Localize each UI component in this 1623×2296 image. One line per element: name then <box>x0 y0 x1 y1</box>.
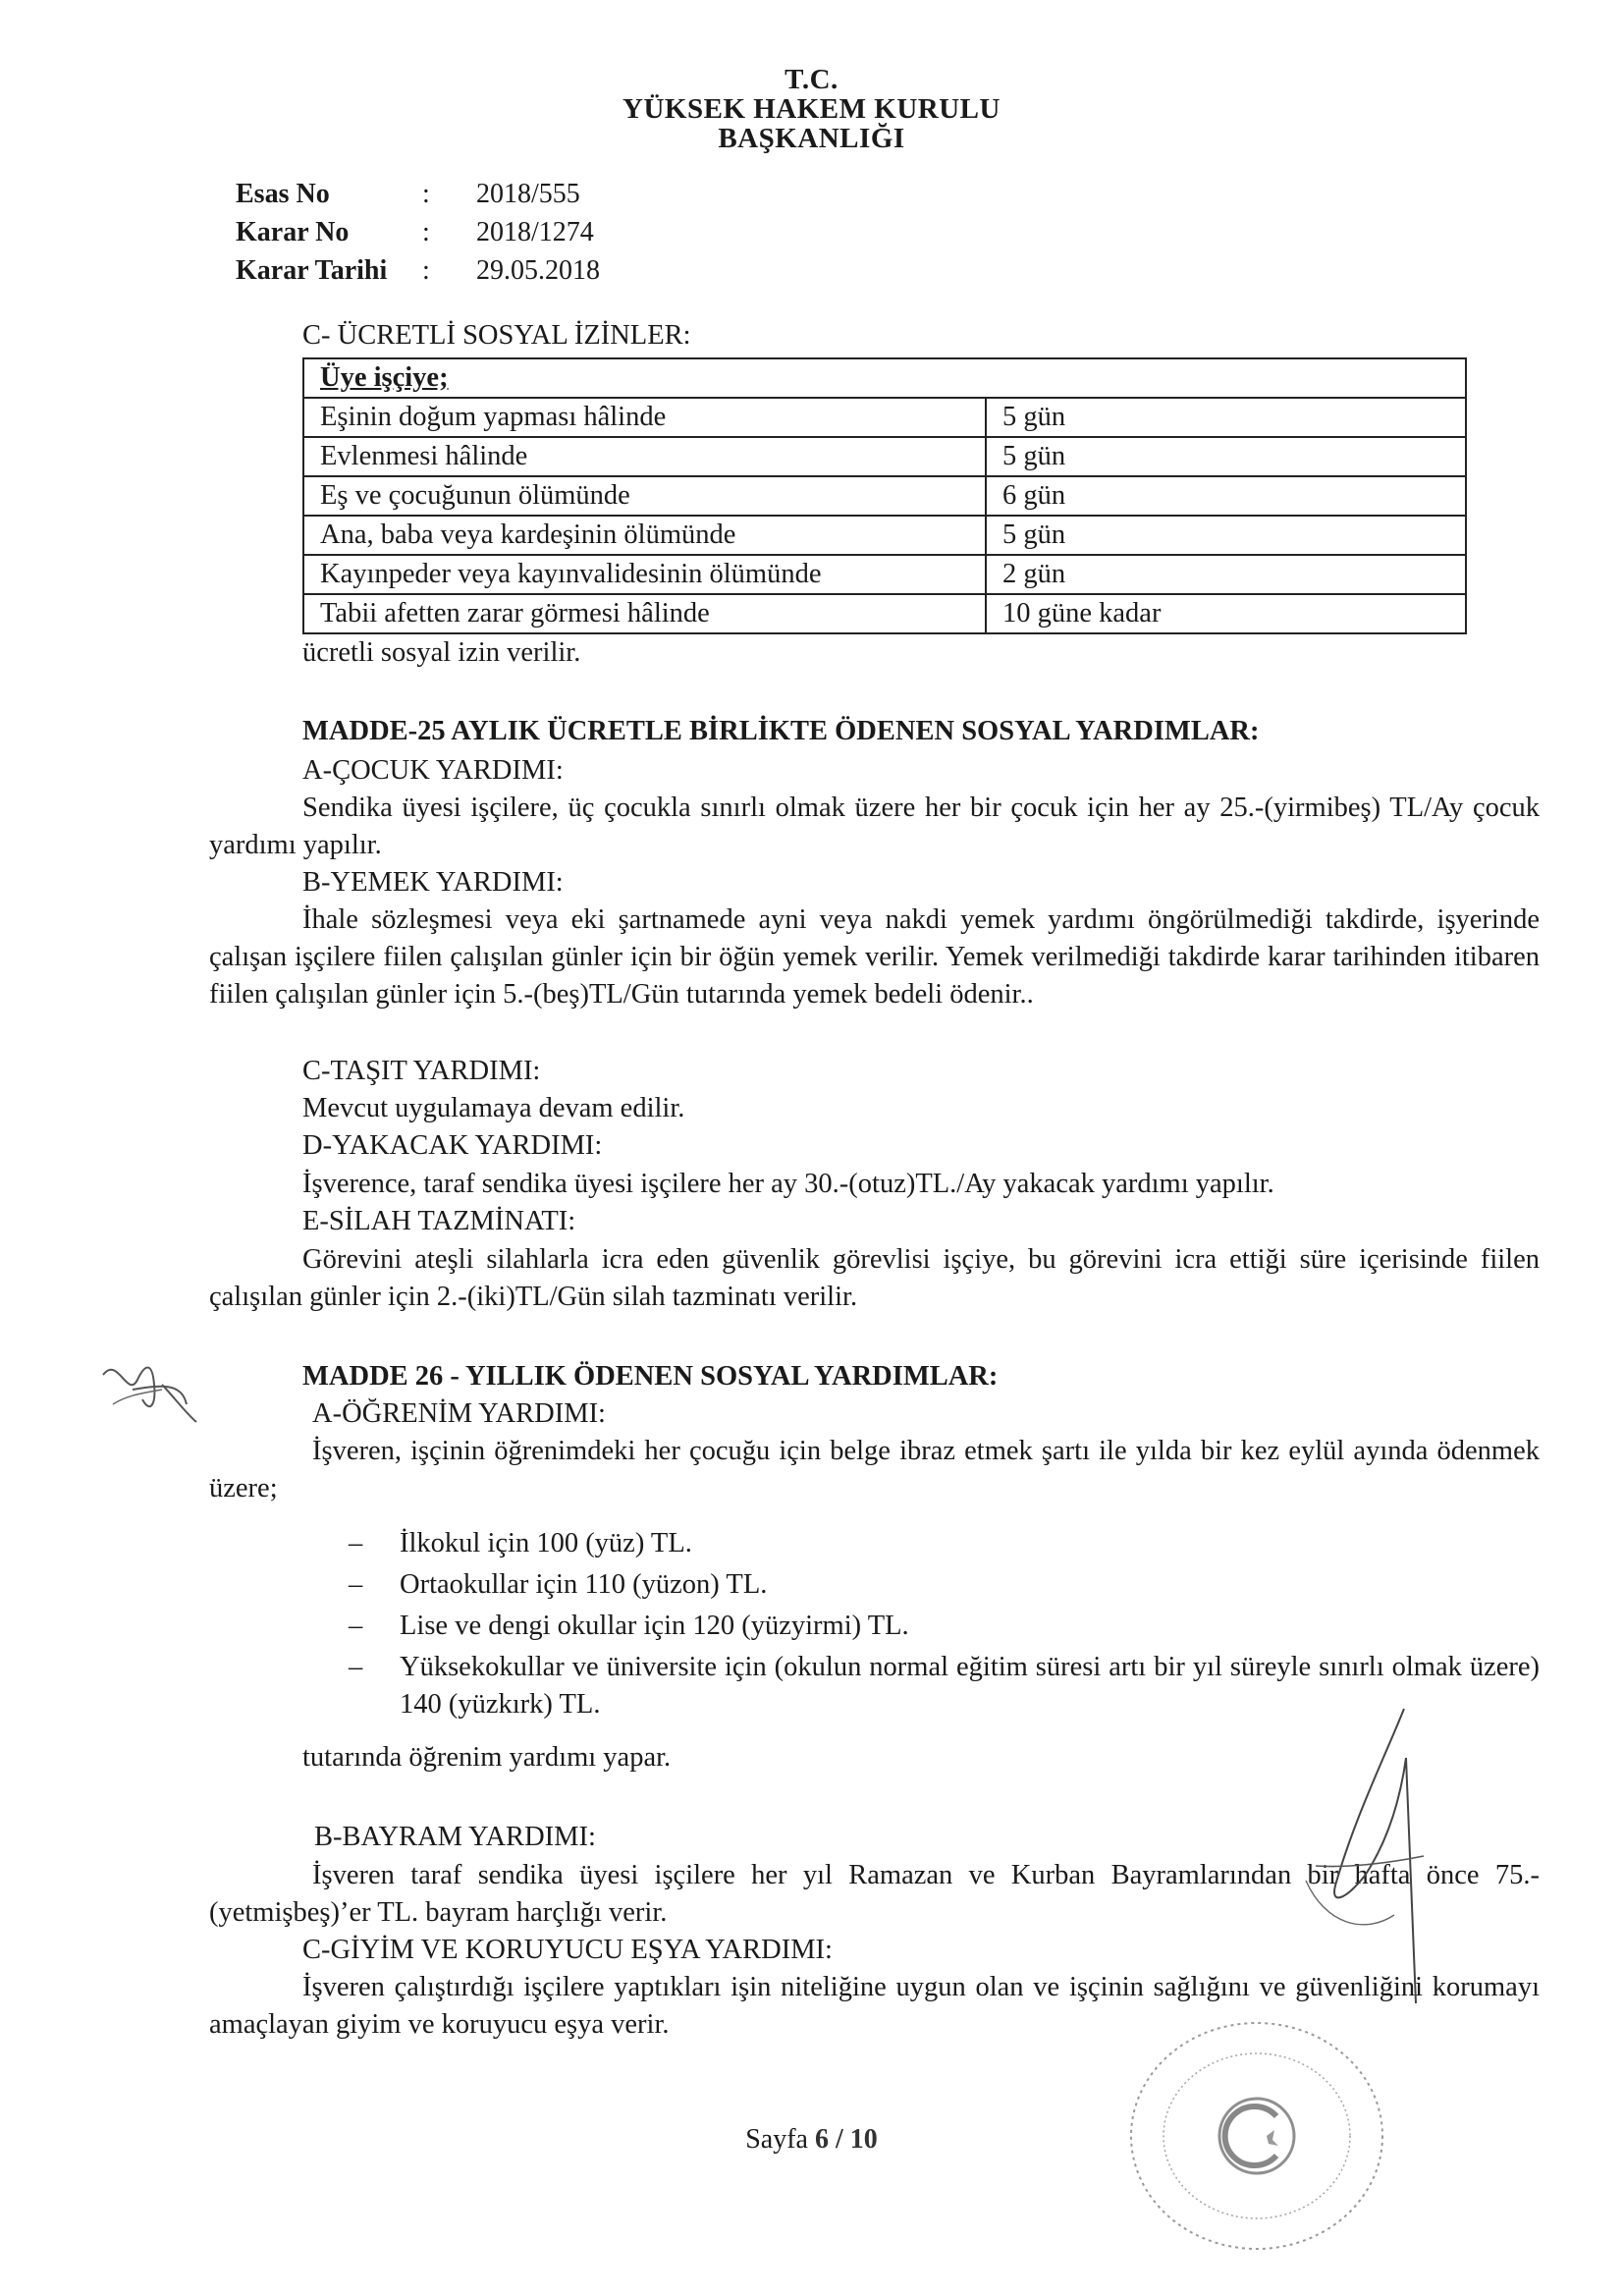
page-word: Sayfa <box>745 2124 808 2155</box>
madde25-a-title: A-ÇOCUK YARDIMI: <box>302 755 564 786</box>
madde26-title: MADDE 26 - YILLIK ÖDENEN SOSYAL YARDIMLAR: <box>302 1361 999 1392</box>
leave-event: Eş ve çocuğunun ölümünde <box>303 476 986 516</box>
madde26-a-text: İşveren, işçinin öğrenimdeki her çocuğu için belge ibraz etmek şartı ile yılda bir kez eylül ayında ödenmek üzere; <box>209 1436 1540 1503</box>
madde26-a-title: A-ÖĞRENİM YARDIMI: <box>312 1398 606 1429</box>
leave-days: 5 gün <box>986 437 1466 476</box>
list-item <box>349 1608 1540 1649</box>
karar-no-value: 2018/1274 <box>476 217 594 247</box>
bullet-dash: – <box>349 1652 363 1682</box>
madde26-a-footer: tutarında öğrenim yardımı yapar. <box>302 1742 672 1773</box>
esas-no-separator: : <box>422 179 430 209</box>
case-metadata <box>236 175 600 290</box>
bullet-dash: – <box>349 1611 363 1641</box>
page-separator: / <box>835 2124 843 2155</box>
esas-no-label: Esas No <box>236 179 330 209</box>
madde26-b-text: İşveren taraf sendika üyesi işçilere her yıl Ramazan ve Kurban Bayramlarından bir hafta önce 75.-(yetmişbeş)’er TL. bayram harçlığı verir. <box>209 1860 1540 1928</box>
esas-no-row <box>236 175 600 213</box>
esas-no-value: 2018/555 <box>476 179 580 209</box>
list-item <box>349 1525 1540 1566</box>
karar-no-row <box>236 213 600 251</box>
page-total: 10 <box>849 2124 878 2155</box>
madde25-e-title: E-SİLAH TAZMİNATI: <box>302 1206 576 1236</box>
leave-days: 2 gün <box>986 555 1466 594</box>
table-row <box>303 555 1466 594</box>
handwritten-initials <box>93 1345 211 1424</box>
table-row <box>303 516 1466 555</box>
leave-days: 6 gün <box>986 476 1466 516</box>
karar-no-label: Karar No <box>236 217 350 247</box>
karar-tarihi-value: 29.05.2018 <box>476 255 600 286</box>
section-c-title: C- ÜCRETLİ SOSYAL İZİNLER: <box>302 320 691 351</box>
leave-days: 5 gün <box>986 398 1466 437</box>
list-item-text: Ortaokullar için 110 (yüzon) TL. <box>400 1569 768 1600</box>
madde25-d-title: D-YAKACAK YARDIMI: <box>302 1130 603 1161</box>
leave-event: Tabii afetten zarar görmesi hâlinde <box>303 594 986 633</box>
karar-tarihi-separator: : <box>422 255 430 286</box>
leave-table <box>302 357 1467 634</box>
header-tc: T.C. <box>784 64 839 95</box>
madde25-e-text: Görevini ateşli silahlarla icra eden güvenlik görevlisi işçiye, bu görevini icra ettiği süre içerisinde fiilen çalışılan günler için 2.-(iki)TL/Gün silah tazminatı verilir. <box>209 1244 1540 1312</box>
karar-no-separator: : <box>422 217 430 247</box>
leave-event: Kayınpeder veya kayınvalidesinin ölümünde <box>303 555 986 594</box>
bullet-dash: – <box>349 1528 363 1558</box>
header-department: BAŞKANLIĞI <box>718 123 905 154</box>
madde25-title: MADDE-25 AYLIK ÜCRETLE BİRLİKTE ÖDENEN SOSYAL YARDIMLAR: <box>302 716 1260 746</box>
leave-event: Ana, baba veya kardeşinin ölümünde <box>303 516 986 555</box>
list-item-text: Yüksekokullar ve üniversite için (okulun normal eğitim süresi artı bir yıl süreyle sınırlı olmak üzere) 140 (yüzkırk) TL. <box>400 1652 1540 1720</box>
page-current: 6 <box>814 2124 829 2155</box>
table-row <box>303 594 1466 633</box>
table-row <box>303 398 1466 437</box>
madde25-d-text: İşverence, taraf sendika üyesi işçilere her ay 30.-(otuz)TL./Ay yakacak yardımı yapılır. <box>302 1169 1274 1199</box>
bullet-dash: – <box>349 1569 363 1600</box>
header-institution: YÜKSEK HAKEM KURULU <box>622 93 1001 125</box>
madde25-c-title: C-TAŞIT YARDIMI: <box>302 1056 541 1086</box>
table-row <box>303 437 1466 476</box>
table-header: Üye işçiye; <box>303 358 1466 398</box>
table-header-row <box>303 358 1466 398</box>
leave-days: 10 güne kadar <box>986 594 1466 633</box>
list-item-text: Lise ve dengi okullar için 120 (yüzyirmi) TL. <box>400 1611 909 1641</box>
document-header <box>0 65 1623 153</box>
madde25-c-text: Mevcut uygulamaya devam edilir. <box>302 1093 685 1123</box>
table-row <box>303 476 1466 516</box>
leave-days: 5 gün <box>986 516 1466 555</box>
leave-event: Eşinin doğum yapması hâlinde <box>303 398 986 437</box>
madde26-c-text: İşveren çalıştırdığı işçilere yaptıkları işin niteliğine uygun olan ve işçinin sağlığını ve güvenliğini korumayı amaçlayan giyim ve koruyucu eşya verir. <box>209 1972 1540 2040</box>
official-stamp <box>1119 2013 1394 2259</box>
leave-event: Evlenmesi hâlinde <box>303 437 986 476</box>
madde25-a-text: Sendika üyesi işçilere, üç çocukla sınırlı olmak üzere her bir çocuk için her ay 25.-(yirmibeş) TL/Ay çocuk yardımı yapılır. <box>209 793 1540 860</box>
madde26-b-title: B-BAYRAM YARDIMI: <box>314 1822 596 1852</box>
list-item-text: İlkokul için 100 (yüz) TL. <box>400 1528 692 1558</box>
karar-tarihi-row <box>236 251 600 290</box>
section-c-footer: ücretli sosyal izin verilir. <box>302 637 581 668</box>
karar-tarihi-label: Karar Tarihi <box>236 255 388 286</box>
list-item <box>349 1566 1540 1608</box>
madde26-c-title: C-GİYİM VE KORUYUCU EŞYA YARDIMI: <box>302 1935 833 1965</box>
handwritten-signature <box>1276 1699 1473 2013</box>
madde25-b-text: İhale sözleşmesi veya eki şartnamede ayni veya nakdi yemek yardımı öngörülmediği takdirde, işyerinde çalışan işçilere fiilen çalışılan günler için bir öğün yemek verilir. Yemek verilmediği takdirde karar tarihinden itibaren fiilen çalışılan günler için 5.-(beş)TL/Gün tutarında yemek bedeli ödenir.. <box>209 904 1540 1010</box>
madde25-b-title: B-YEMEK YARDIMI: <box>302 867 564 898</box>
